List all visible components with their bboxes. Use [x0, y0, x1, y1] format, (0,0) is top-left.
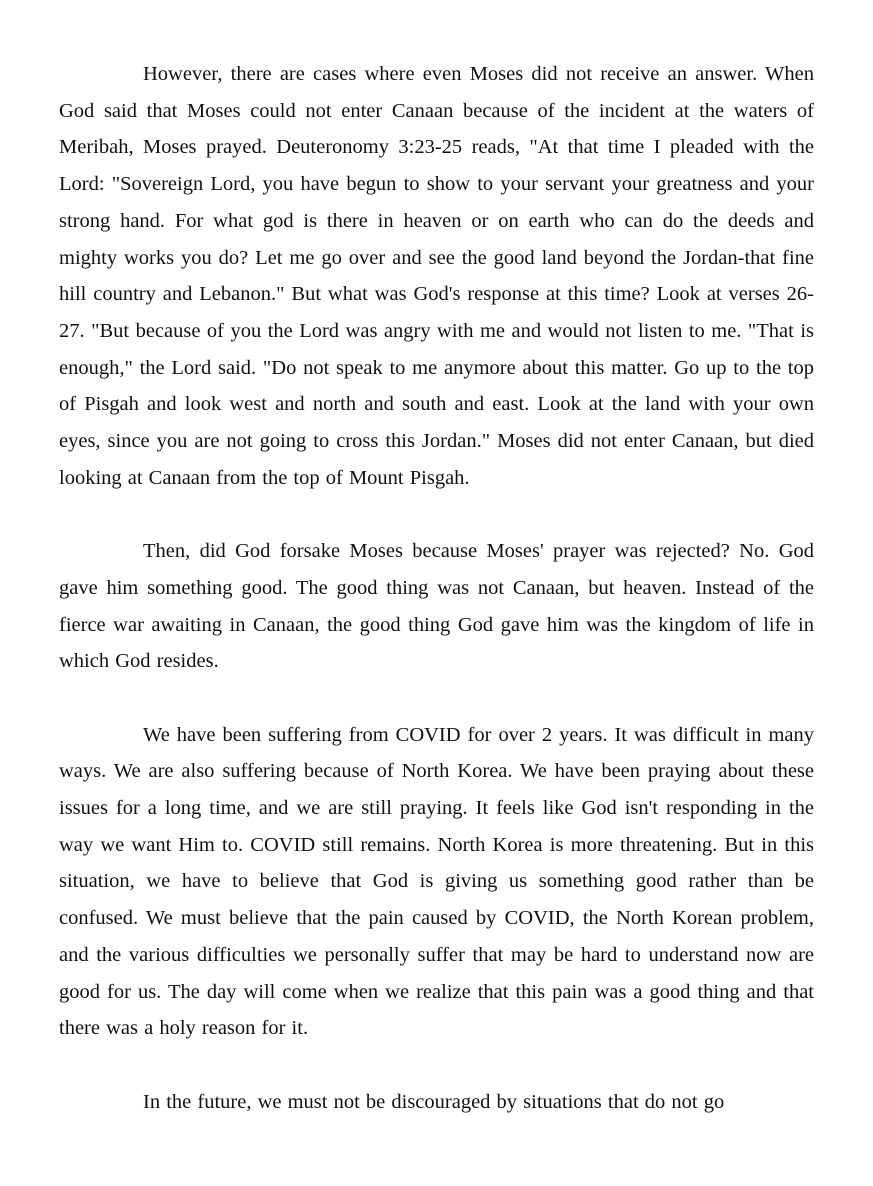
paragraph-god-gave-heaven: Then, did God forsake Moses because Moses' prayer was rejected? No. God gave him something good. The good thing was not Canaan, but heaven. Instead of the fierce war awaiting in Canaan, the good thing God gave him was the kingdom of life in which God resides.	[59, 540, 814, 673]
paragraph-moses-unanswered-prayer: However, there are cases where even Moses did not receive an answer. When God said that Moses could not enter Canaan because of the incident at the waters of Meribah, Moses prayed. Deuteronomy 3:23-25 reads, "At that time I pleaded with the Lord: "Sovereign Lord, you have begun to show to your servant your greatness and your strong hand. For what god is there in heaven or on earth who can do the deeds and mighty works you do? Let me go over and see the good land beyond the Jordan-that fine hill country and Lebanon." But what was God's response at this time? Look at verses 26-27. "But because of you the Lord was angry with me and would not listen to me. "That is enough," the Lord said. "Do not speak to me anymore about this matter. Go up to the top of Pisgah and look west and north and south and east. Look at the land with your own eyes, since you are not going to cross this Jordan." Moses did not enter Canaan, but died looking at Canaan from the top of Mount Pisgah.	[59, 63, 814, 489]
paragraph-future-discouragement: In the future, we must not be discouraged by situations that do not go	[143, 1090, 725, 1113]
document-page	[59, 56, 814, 1120]
paragraph-covid-north-korea: We have been suffering from COVID for over 2 years. It was difficult in many ways. We are also suffering because of North Korea. We have been praying about these issues for a long time, and we are still praying. It feels like God isn't responding in the way we want Him to. COVID still remains. North Korea is more threatening. But in this situation, we have to believe that God is giving us something good rather than be confused. We must believe that the pain caused by COVID, the North Korean problem, and the various difficulties we personally suffer that may be hard to understand now are good for us. The day will come when we realize that this pain was a good thing and that there was a holy reason for it.	[59, 723, 814, 1040]
